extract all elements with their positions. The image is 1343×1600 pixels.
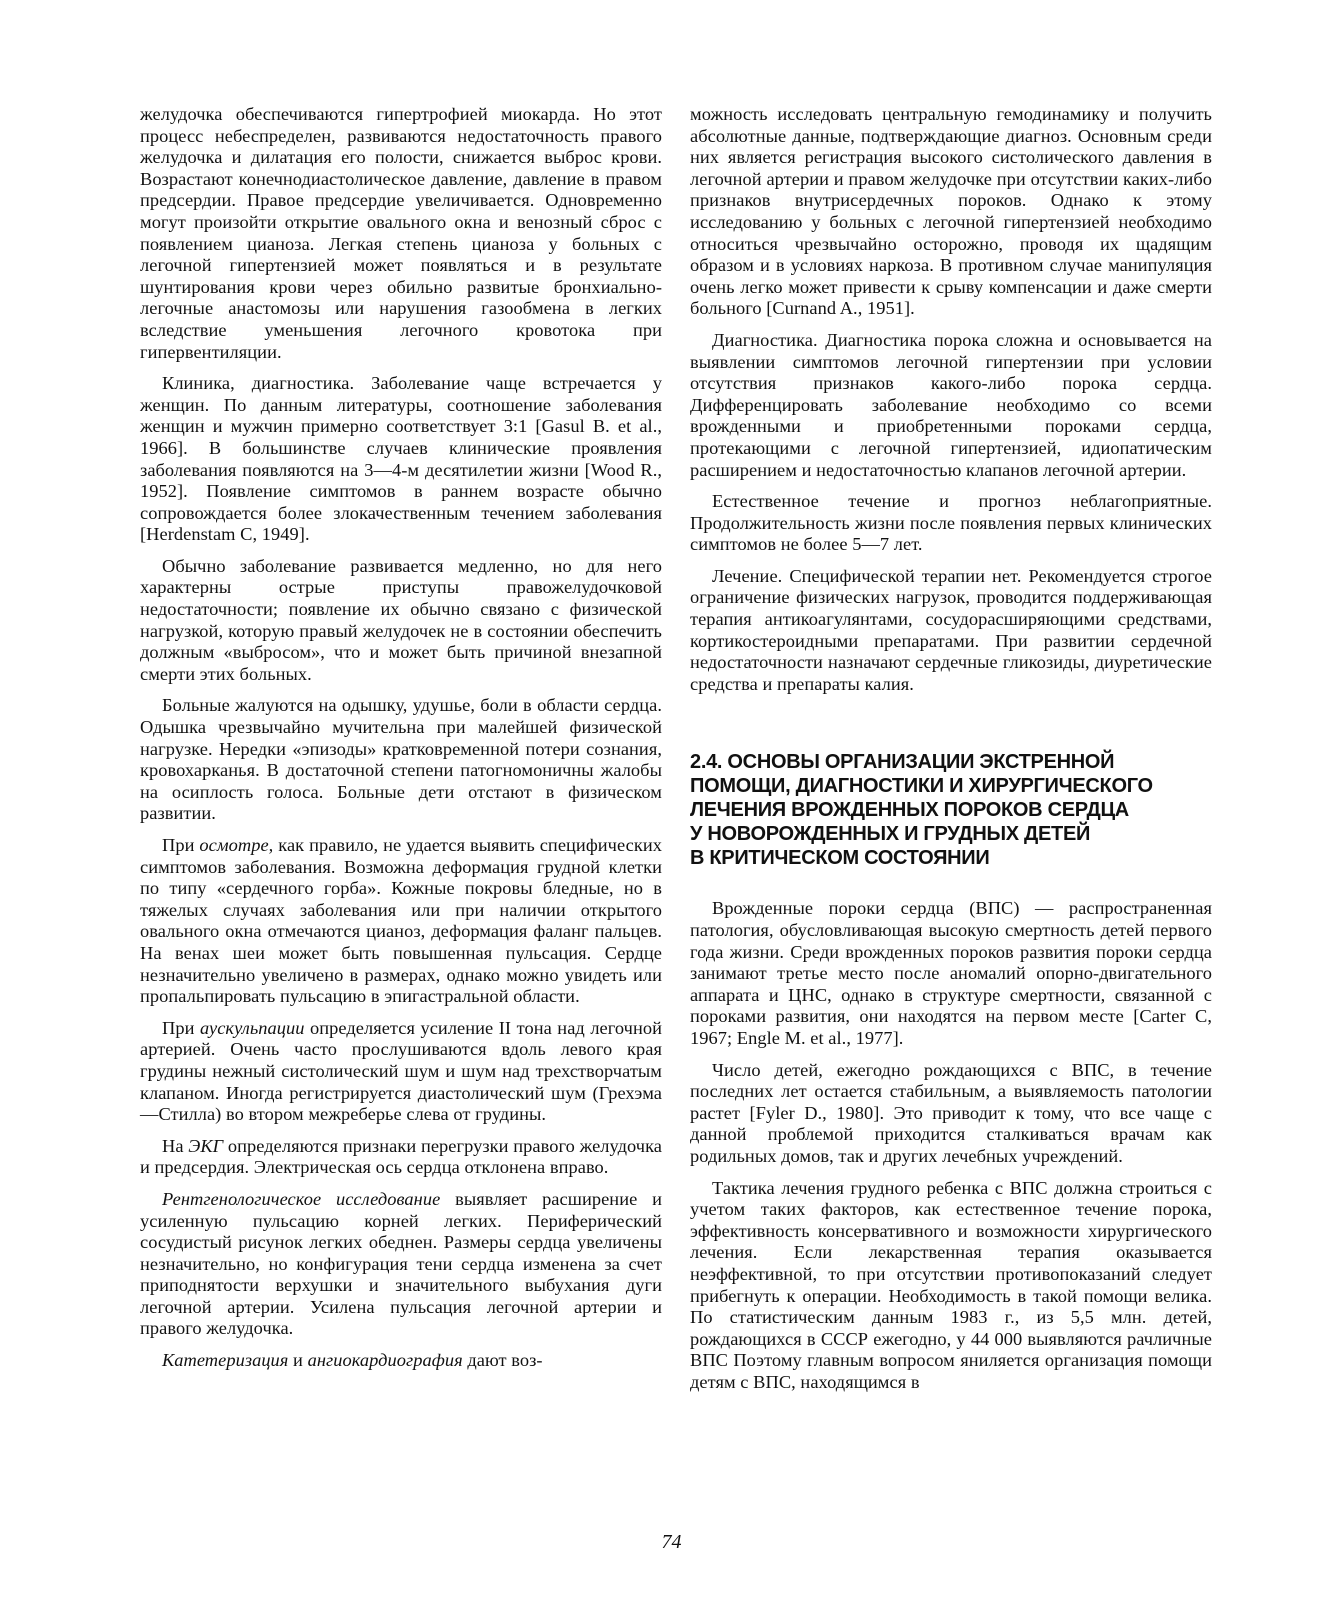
text-run: выявляет расширение и усиленную пульсацию корней легких. Периферический сосудистый рисунок легких обеднен. Размеры сердца увеличены незначительно, но конфигурация тени сердца изменена за счет приподнятости верхушки и значительного выбухания дуги легочной артерии. Усилена пульсация легочной артерии и правого желудочка.	[140, 1188, 662, 1339]
text-run: и	[288, 1350, 308, 1371]
paragraph-catheterization	[140, 1350, 662, 1372]
italic-term: аускульпации	[199, 1017, 305, 1038]
paragraph: Обычно заболевание развивается медленно, но для него характерны острые приступы правожелудочковой недостаточности; появление их обычно связано с физической нагрузкой, которую правый желудочек не в состоянии обеспечить должным «выбросом», что и может быть причиной внезапной смерти этих больных.	[140, 555, 662, 684]
section-heading	[690, 750, 1212, 870]
paragraph: Естественное течение и прогноз неблагоприятные. Продолжительность жизни после появления первых клинических симптомов не более 5—7 лет.	[690, 491, 1212, 555]
paragraph: Больные жалуются на одышку, удушье, боли в области сердца. Одышка чрезвычайно мучительна при малейшей физической нагрузке. Нередки «эпизоды» кратковременной потери сознания, кровохарканья. В достаточной степени патогномоничны жалобы на осиплость голоса. Больные дети отстают в физическом развитии.	[140, 695, 662, 824]
paragraph: Врожденные пороки сердца (ВПС) — распространенная патология, обусловливающая высокую смертность детей первого года жизни. Среди врожденных пороков развития пороки сердца занимают третье место после аномалий опорно-двигательного аппарата и ЦНС, однако в структуре смертности, связанной с пороками развития, они находятся на первом месте [Carter C, 1967; Engle M. et al., 1977].	[690, 898, 1212, 1048]
paragraph: Тактика лечения грудного ребенка с ВПС должна строиться с учетом таких факторов, как естественное течение порока, эффективность консервативного и возможности хирургического лечения. Если лекарственная терапия оказывается неэффективной, то при отсутствии противопоказаний следует прибегнуть к операции. Необходимость в такой помощи велика. По статистическим данным 1983 г., из 5,5 млн. детей, рождающихся в СССР ежегодно, у 44 000 выявляются рачличные ВПС Поэтому главным вопросом яниляется организация помощи детям с ВПС, находящимся в	[690, 1177, 1212, 1392]
heading-line: ЛЕЧЕНИЯ ВРОЖДЕННЫХ ПОРОКОВ СЕРДЦА	[690, 799, 1129, 822]
italic-term: Катетеризация	[162, 1350, 289, 1371]
text-run: как правило, не удается выявить специфических симптомов заболевания. Возможна деформация грудной клетки по типу «сердечного горба». Кожные покровы бледные, но в тяжелых случаях заболевания или при наличии открытого овального окна отмечаются цианоз, деформация фаланг пальцев. На венах шеи может быть повышенная пульсация. Сердце незначительно увеличено в размерах, однако можно увидеть или пропальпировать пульсацию в эпигастральной области.	[140, 835, 662, 1007]
heading-line: У НОВОРОЖДЕННЫХ И ГРУДНЫХ ДЕТЕЙ	[690, 823, 1091, 846]
paragraph-inspection	[140, 835, 662, 1008]
heading-line: В КРИТИЧЕСКОМ СОСТОЯНИИ	[690, 847, 990, 870]
paragraph-ecg	[140, 1136, 662, 1179]
text-run: На	[162, 1135, 189, 1156]
text-run: дают воз-	[462, 1350, 543, 1371]
italic-term: Рентгенологическое исследование	[162, 1188, 441, 1209]
paragraph: можность исследовать центральную гемодинамику и получить абсолютные данные, подтверждающие диагноз. Основным среди них является регистрация высокого систолического давления в легочной артерии и правом желудочке при отсутствии каких-либо признаков внутрисердечных пороков. Однако к этому исследованию у больных с легочной гипертензией необходимо относиться чрезвычайно осторожно, проводя их щадящим образом и в условиях наркоза. В противном случае манипуляция очень легко может привести к срыву компенсации и даже смерти больного [Curnand A., 1951].	[690, 104, 1212, 319]
paragraph-auscultation	[140, 1018, 662, 1126]
left-column	[140, 104, 662, 1382]
heading-line: 2.4. ОСНОВЫ ОРГАНИЗАЦИИ ЭКСТРЕННОЙ	[690, 751, 1115, 774]
page-number: 74	[661, 1531, 682, 1553]
italic-term: осмотре,	[199, 835, 274, 855]
italic-term: ангиокардиография	[307, 1350, 463, 1371]
paragraph: желудочка обеспечиваются гипертрофией миокарда. Но этот процесс небеспределен, развиваются недостаточность правого желудочка и дилатация его полости, снижается выброс крови. Возрастают конечнодиастолическое давление, давление в правом предсердии. Правое предсердие увеличивается. Одновременно могут произойти открытие овального окна и венозный сброс с появлением цианоза. Легкая степень цианоза у больных с легочной гипертензией может появляться и в результате шунтирования крови через обильно развитые бронхиально-легочные анастомозы или нарушения газообмена в легких вследствие уменьшения легочного кровотока при гипервентиляции.	[140, 104, 662, 362]
text-run: При	[162, 835, 200, 855]
text-run: определяется усиление II тона над легочной артерией. Очень часто прослушиваются вдоль левого края грудины нежный систолический шум и шум над трехстворчатым клапаном. Иногда регистрируется диастолический шум (Грехэма—Стилла) во втором межреберье слева от грудины.	[140, 1017, 662, 1125]
heading-line: ПОМОЩИ, ДИАГНОСТИКИ И ХИРУРГИЧЕСКОГО	[690, 775, 1153, 798]
paragraph-xray	[140, 1189, 662, 1340]
paragraph: Клиника, диагностика. Заболевание чаще встречается у женщин. По данным литературы, соотношение заболевания женщин и мужчин примерно соответствует 3:1 [Gasul B. et al., 1966]. В большинстве случаев клинические проявления заболевания появляются на 3—4-м десятилетии жизни [Wood R., 1952]. Появление симптомов в раннем возрасте обычно сопровождается более злокачественным течением заболевания [Herdenstam C, 1949].	[140, 373, 662, 545]
italic-term: ЭКГ	[188, 1135, 224, 1156]
paragraph: Лечение. Специфической терапии нет. Рекомендуется строгое ограничение физических нагрузок, проводится поддерживающая терапия антикоагулянтами, сосудорасширяющими средствами, кортикостероидными препаратами. При развитии сердечной недостаточности назначают сердечные гликозиды, диуретические средства и препараты калия.	[690, 565, 1212, 694]
paragraph: Число детей, ежегодно рождающихся с ВПС, в течение последних лет остается стабильным, а выявляемость патологии растет [Fyler D., 1980]. Это приводит к тому, что все чаще с данной проблемой приходится сталкиваться врачам как родильных домов, так и других лечебных учреждений.	[690, 1059, 1212, 1166]
paragraph: Диагностика. Диагностика порока сложна и основывается на выявлении симптомов легочной гипертензии при условии отсутствия признаков какого-либо порока сердца. Дифференцировать заболевание необходимо со всеми врожденными и приобретенными пороками сердца, протекающими с легочной гипертензией, идиопатическим расширением и недостаточностью клапанов легочной артерии.	[690, 329, 1212, 480]
text-run: При	[162, 1017, 200, 1038]
text-run: определяются признаки перегрузки правого желудочка и предсердия. Электрическая ось сердца отклонена вправо.	[140, 1135, 662, 1178]
right-column	[690, 104, 1212, 1404]
